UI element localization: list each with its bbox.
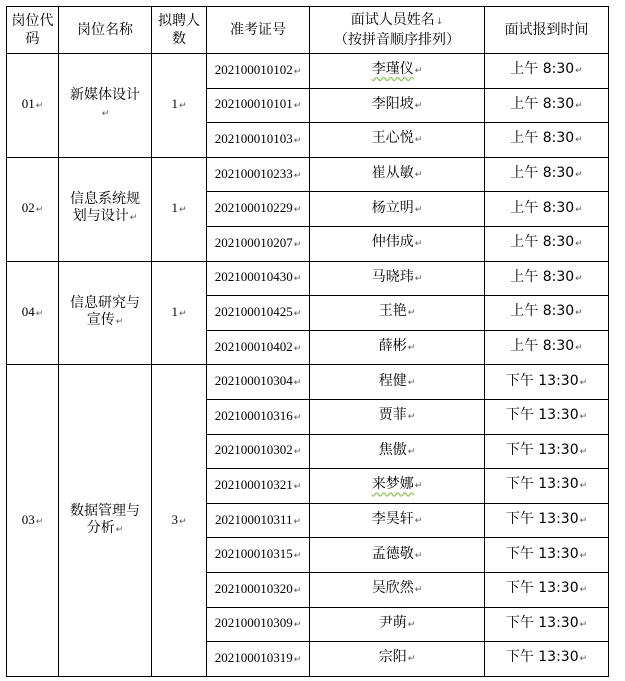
exam-id-cell: 202100010101↵ (207, 88, 310, 123)
header-code: 岗位代码 (7, 7, 59, 54)
exam-id-cell: 202100010302↵ (207, 434, 310, 469)
exam-id-cell: 202100010321↵ (207, 469, 310, 504)
report-time-cell: 下午 13:30↵ (485, 642, 609, 677)
exam-id-cell: 202100010315↵ (207, 538, 310, 573)
exam-id-cell: 202100010207↵ (207, 226, 310, 261)
candidate-name-cell: 仲伟成↵ (310, 226, 485, 261)
exam-id-cell: 202100010229↵ (207, 192, 310, 227)
candidate-name-cell: 宗阳↵ (310, 642, 485, 677)
exam-id-cell: 202100010309↵ (207, 607, 310, 642)
table-row (7, 54, 609, 89)
header-count: 拟聘人数 (152, 7, 207, 54)
report-time-cell: 上午 8:30↵ (485, 296, 609, 331)
header-name: 面试人员姓名↓ （按拼音顺序排列） (310, 7, 485, 54)
candidate-name-cell: 李昊轩↵ (310, 503, 485, 538)
report-time-cell: 下午 13:30↵ (485, 538, 609, 573)
candidate-name-cell: 杨立明↵ (310, 192, 485, 227)
candidate-name-cell: 马晓玮↵ (310, 261, 485, 296)
interview-schedule-table (6, 6, 609, 677)
report-time-cell: 下午 13:30↵ (485, 607, 609, 642)
position-code-cell: 02↵ (7, 157, 59, 261)
exam-id-cell: 202100010316↵ (207, 399, 310, 434)
exam-id-cell: 202100010102↵ (207, 54, 310, 89)
candidate-name-cell: 王艳↵ (310, 296, 485, 331)
candidate-name-cell: 崔从敏↵ (310, 157, 485, 192)
position-name-cell: 新媒体设计↵ (59, 54, 152, 158)
report-time-cell: 上午 8:30↵ (485, 54, 609, 89)
hire-count-cell: 1↵ (152, 261, 207, 365)
report-time-cell: 下午 13:30↵ (485, 434, 609, 469)
candidate-name-cell: 贾菲↵ (310, 399, 485, 434)
exam-id-cell: 202100010425↵ (207, 296, 310, 331)
table-row (7, 261, 609, 296)
exam-id-cell: 202100010311↵ (207, 503, 310, 538)
position-code-cell: 01↵ (7, 54, 59, 158)
report-time-cell: 下午 13:30↵ (485, 365, 609, 400)
position-code-cell: 04↵ (7, 261, 59, 365)
position-name-cell: 信息研究与宣传↵ (59, 261, 152, 365)
candidate-name-cell: 来梦娜↵ (310, 469, 485, 504)
position-name-cell: 信息系统规划与设计↵ (59, 157, 152, 261)
exam-id-cell: 202100010320↵ (207, 572, 310, 607)
report-time-cell: 下午 13:30↵ (485, 572, 609, 607)
header-time: 面试报到时间 (485, 7, 609, 54)
table-row (7, 365, 609, 400)
table-row (7, 157, 609, 192)
hire-count-cell: 3↵ (152, 365, 207, 676)
exam-id-cell: 202100010319↵ (207, 642, 310, 677)
exam-id-cell: 202100010233↵ (207, 157, 310, 192)
report-time-cell: 上午 8:30↵ (485, 88, 609, 123)
report-time-cell: 下午 13:30↵ (485, 469, 609, 504)
candidate-name-cell: 孟德敬↵ (310, 538, 485, 573)
candidate-name-cell: 王心悦↵ (310, 123, 485, 158)
position-name-cell: 数据管理与分析↵ (59, 365, 152, 676)
report-time-cell: 下午 13:30↵ (485, 503, 609, 538)
candidate-name-cell: 薛彬↵ (310, 330, 485, 365)
report-time-cell: 上午 8:30↵ (485, 123, 609, 158)
position-code-cell: 03↵ (7, 365, 59, 676)
header-exam-id: 准考证号 (207, 7, 310, 54)
candidate-name-cell: 李阳坡↵ (310, 88, 485, 123)
report-time-cell: 上午 8:30↵ (485, 261, 609, 296)
hire-count-cell: 1↵ (152, 54, 207, 158)
report-time-cell: 上午 8:30↵ (485, 226, 609, 261)
exam-id-cell: 202100010430↵ (207, 261, 310, 296)
candidate-name-cell: 吴欣然↵ (310, 572, 485, 607)
report-time-cell: 上午 8:30↵ (485, 192, 609, 227)
report-time-cell: 下午 13:30↵ (485, 399, 609, 434)
candidate-name-cell: 焦傲↵ (310, 434, 485, 469)
exam-id-cell: 202100010304↵ (207, 365, 310, 400)
candidate-name-cell: 李瑾仪↵ (310, 54, 485, 89)
candidate-name-cell: 程健↵ (310, 365, 485, 400)
exam-id-cell: 202100010103↵ (207, 123, 310, 158)
table-body (7, 54, 609, 677)
hire-count-cell: 1↵ (152, 157, 207, 261)
exam-id-cell: 202100010402↵ (207, 330, 310, 365)
candidate-name-cell: 尹萌↵ (310, 607, 485, 642)
header-row (7, 7, 609, 54)
header-position: 岗位名称 (59, 7, 152, 54)
report-time-cell: 上午 8:30↵ (485, 330, 609, 365)
report-time-cell: 上午 8:30↵ (485, 157, 609, 192)
